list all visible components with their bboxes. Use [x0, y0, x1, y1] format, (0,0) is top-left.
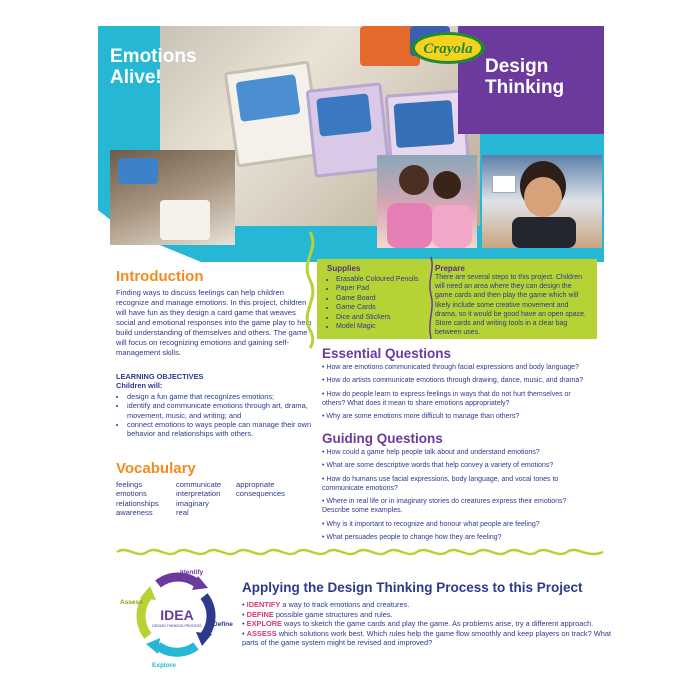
- essential-questions-heading: Essential Questions: [322, 346, 452, 361]
- wavy-divider-vertical: [296, 230, 326, 350]
- applying-steps-list: [242, 600, 627, 648]
- question-item: • How do people learn to express feelings in ways that do not hurt themselves or others? What does it mean to share emotions appropriately?: [322, 390, 592, 409]
- supplies-heading: Supplies: [327, 264, 361, 273]
- wavy-divider-prepare: [425, 255, 437, 341]
- vocab-word: appropriate: [236, 480, 275, 489]
- introduction-heading: Introduction: [116, 268, 204, 285]
- objective-item: • connect emotions to ways people can manage their own behavior and relationships with others.: [127, 420, 312, 439]
- objective-item: • identify and communicate emotions through art, drama, movement, music, and writing; and: [127, 401, 312, 420]
- vocab-word: emotions: [116, 489, 147, 499]
- question-item: • What persuades people to change how they are feeling?: [322, 533, 592, 542]
- supply-item: • Game Cards: [336, 303, 427, 312]
- question-item: • What are some descriptive words that help convey a variety of emotions?: [322, 461, 592, 470]
- vocab-word: consequences: [236, 489, 285, 499]
- guiding-questions-heading: Guiding Questions: [322, 431, 443, 446]
- prepare-text: There are several steps to this project. Children will need an area where they can design the game cards and then play the game which will likely include some creative movement and drama, so it would be good have an open space. Store cards and writing tools in a clear bag between uses.: [435, 274, 586, 337]
- step-key: DEFINE: [246, 609, 274, 619]
- step-key: EXPLORE: [246, 619, 282, 629]
- supply-item: • Model Magic: [336, 322, 427, 331]
- vocab-word: relationships: [116, 498, 159, 508]
- learning-objectives-list: [116, 392, 312, 438]
- supplies-box: [317, 259, 427, 339]
- question-item: • Why is it important to recognize and honour what people are feeling?: [322, 520, 592, 529]
- step-text: which solutions work best. Which rules help the game flow smoothly and keep players on track? What parts of the game system might be revised and improved?: [242, 628, 612, 648]
- idea-assess-label: Assess: [120, 599, 143, 606]
- vocab-word: real: [176, 508, 189, 518]
- question-item: • How do artists communicate emotions through drawing, dance, music, and drama?: [322, 376, 592, 385]
- prepare-heading: Prepare: [435, 264, 465, 273]
- vocab-word: awareness: [116, 508, 153, 518]
- question-item: • How do humans use facial expressions, body language, and vocal tones to communicate emotions?: [322, 475, 592, 494]
- page-title: Emotions Alive!: [110, 46, 197, 88]
- supply-item: • Erasable Coloured Pencils: [336, 275, 427, 284]
- step-item: • ASSESS which solutions work best. Which rules help the game flow smoothly and keep players on track? What parts of the game system might be revised and improved?: [242, 628, 612, 648]
- guiding-questions-section: [322, 431, 592, 546]
- prepare-box: [427, 259, 597, 339]
- header-photo-hand-drawing: [110, 150, 235, 245]
- introduction-text: Finding ways to discuss feelings can help children recognize and manage emotions. In this project, children will have fun as they design a card game that weaves social and emotional responses into the game play to help build understanding of themselves and others. The game will focus on recognizing emotions and gaining self-management skills.: [116, 288, 312, 357]
- objective-item: • design a fun game that recognizes emotions;: [127, 392, 312, 401]
- vocabulary-heading: Vocabulary: [116, 460, 196, 477]
- supply-item: • Dice and Stickers: [336, 313, 427, 322]
- design-thinking-title: Design Thinking: [485, 56, 565, 98]
- photo-kids-playing: [377, 155, 477, 248]
- step-key: IDENTIFY: [246, 600, 281, 609]
- supply-item: • Paper Pad: [336, 284, 427, 293]
- vocabulary-section: [116, 460, 316, 518]
- photo-boy-with-card: [482, 155, 602, 248]
- vocab-word: feelings: [116, 480, 143, 489]
- vocab-word: communicate: [176, 480, 222, 489]
- step-text: possible game structures and rules.: [273, 609, 393, 619]
- step-item: • EXPLORE ways to sketch the game cards and play the game. As problems arise, try a different approach.: [242, 619, 594, 629]
- idea-explore-label: Explore: [152, 662, 176, 669]
- step-text: a way to track emotions and creatures.: [280, 600, 410, 609]
- learning-objectives-heading: LEARNING OBJECTIVES: [116, 372, 204, 381]
- vocab-word: interpretation: [176, 489, 221, 499]
- vocab-word: imaginary: [176, 498, 209, 508]
- step-text: ways to sketch the game cards and play the game. As problems arise, try a different approach.: [281, 619, 594, 629]
- question-item: • How are emotions communicated through facial expressions and body language?: [322, 363, 592, 372]
- crayola-logo-text: Crayola: [423, 41, 473, 57]
- idea-cycle-diagram: [118, 564, 236, 670]
- idea-center-label: IDEA: [160, 607, 194, 623]
- idea-center-sublabel: DESIGN THINKING PROCESS: [152, 624, 202, 628]
- step-key: ASSESS: [246, 628, 277, 638]
- applying-heading: Applying the Design Thinking Process to this Project: [242, 580, 583, 595]
- supply-item: • Game Board: [336, 294, 427, 303]
- question-item: • Where in real life or in imaginary stories do creatures express their emotions? Describe some examples.: [322, 497, 592, 516]
- learning-objectives-subheading: Children will:: [116, 381, 163, 390]
- question-item: • How could a game help people talk about and understand emotions?: [322, 448, 592, 457]
- crayola-logo: [410, 28, 486, 68]
- essential-questions-section: [322, 346, 592, 425]
- introduction-section: [116, 268, 312, 438]
- step-item: • IDENTIFY a way to track emotions and creatures.: [242, 600, 410, 609]
- question-item: • Why are some emotions more difficult to manage than others?: [322, 412, 592, 421]
- step-item: • DEFINE possible game structures and rules.: [242, 609, 393, 619]
- wavy-divider-horizontal: [115, 545, 605, 559]
- idea-define-label: Define: [213, 621, 233, 628]
- idea-identify-label: Identify: [180, 569, 204, 576]
